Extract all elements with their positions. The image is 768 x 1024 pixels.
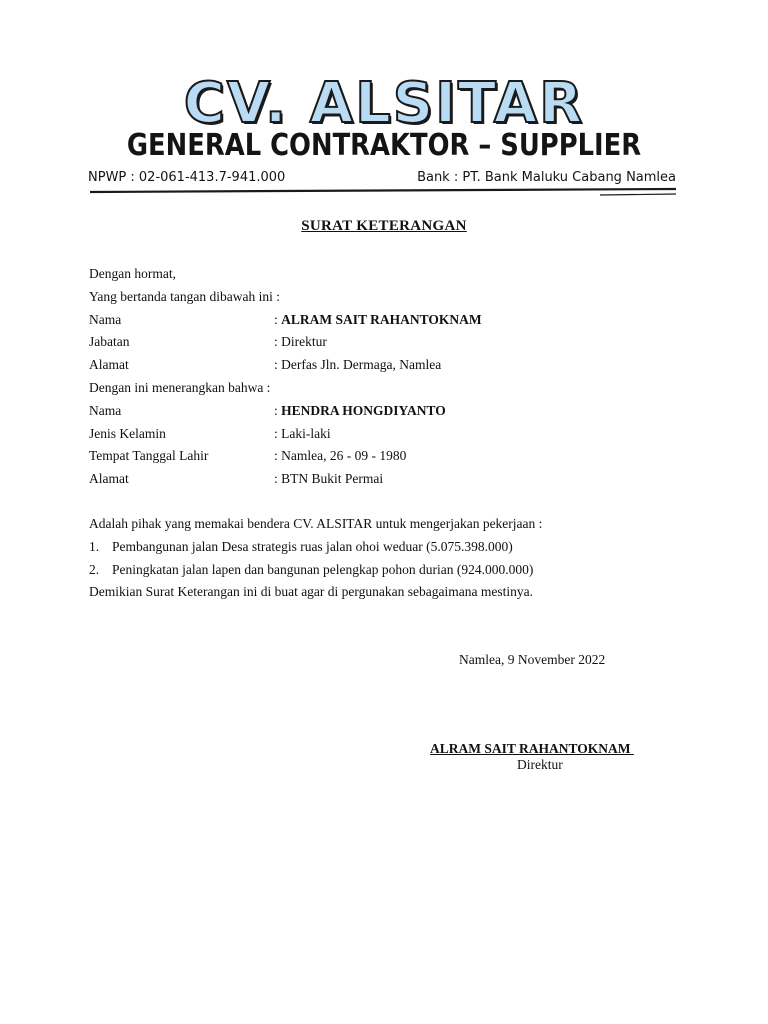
intro-text: Yang bertanda tangan dibawah ini : (89, 289, 280, 304)
subject-gender-value: : Laki-laki (274, 426, 331, 441)
subject-address-value: : BTN Bukit Permai (274, 471, 384, 486)
signatory-address-label: Alamat (89, 357, 129, 372)
signatory-address-value: : Derfas Jln. Dermaga, Namlea (274, 357, 442, 372)
signatory-position-label: Jabatan (89, 334, 130, 349)
letterhead (0, 0, 768, 200)
greeting: Dengan hormat, (89, 266, 176, 281)
company-subtitle: GENERAL CONTRAKTOR – SUPPLIER (126, 128, 642, 163)
document-title: SURAT KETERANGAN (301, 218, 467, 234)
job-number: 1. (89, 539, 100, 554)
company-name: CV. ALSITAR (183, 71, 585, 136)
declaration-text: Dengan ini menerangkan bahwa : (89, 380, 271, 395)
signatory-position-value: : Direktur (274, 334, 327, 349)
subject-birth-value: : Namlea, 26 - 09 - 1980 (274, 448, 407, 463)
bank-info: Bank : PT. Bank Maluku Cabang Namlea (417, 170, 676, 185)
signatory-name-value: : ALRAM SAIT RAHANTOKNAM (274, 312, 482, 327)
subject-name-value: : HENDRA HONGDIYANTO (274, 403, 446, 418)
statement-text: Adalah pihak yang memakai bendera CV. ALSITAR untuk mengerjakan pekerjaan : (89, 516, 543, 531)
subject-name-label: Nama (89, 403, 122, 418)
job-item: Peningkatan jalan lapen dan bangunan pelengkap pohon durian (924.000.000) (112, 562, 534, 577)
signer-name: ALRAM SAIT RAHANTOKNAM (430, 741, 634, 756)
closing-text: Demikian Surat Keterangan ini di buat agar di pergunakan sebagaimana mestinya. (89, 584, 533, 599)
subject-address-label: Alamat (89, 471, 129, 486)
place-date: Namlea, 9 November 2022 (459, 652, 606, 667)
npwp-number: NPWP : 02-061-413.7-941.000 (88, 170, 286, 185)
signatory-name-label: Nama (89, 312, 122, 327)
subject-birth-label: Tempat Tanggal Lahir (89, 448, 209, 463)
subject-gender-label: Jenis Kelamin (89, 426, 166, 441)
job-number: 2. (89, 562, 100, 577)
signer-title: Direktur (517, 757, 563, 772)
letterhead-divider (0, 185, 768, 199)
job-item: Pembangunan jalan Desa strategis ruas jalan ohoi weduar (5.075.398.000) (112, 539, 513, 554)
